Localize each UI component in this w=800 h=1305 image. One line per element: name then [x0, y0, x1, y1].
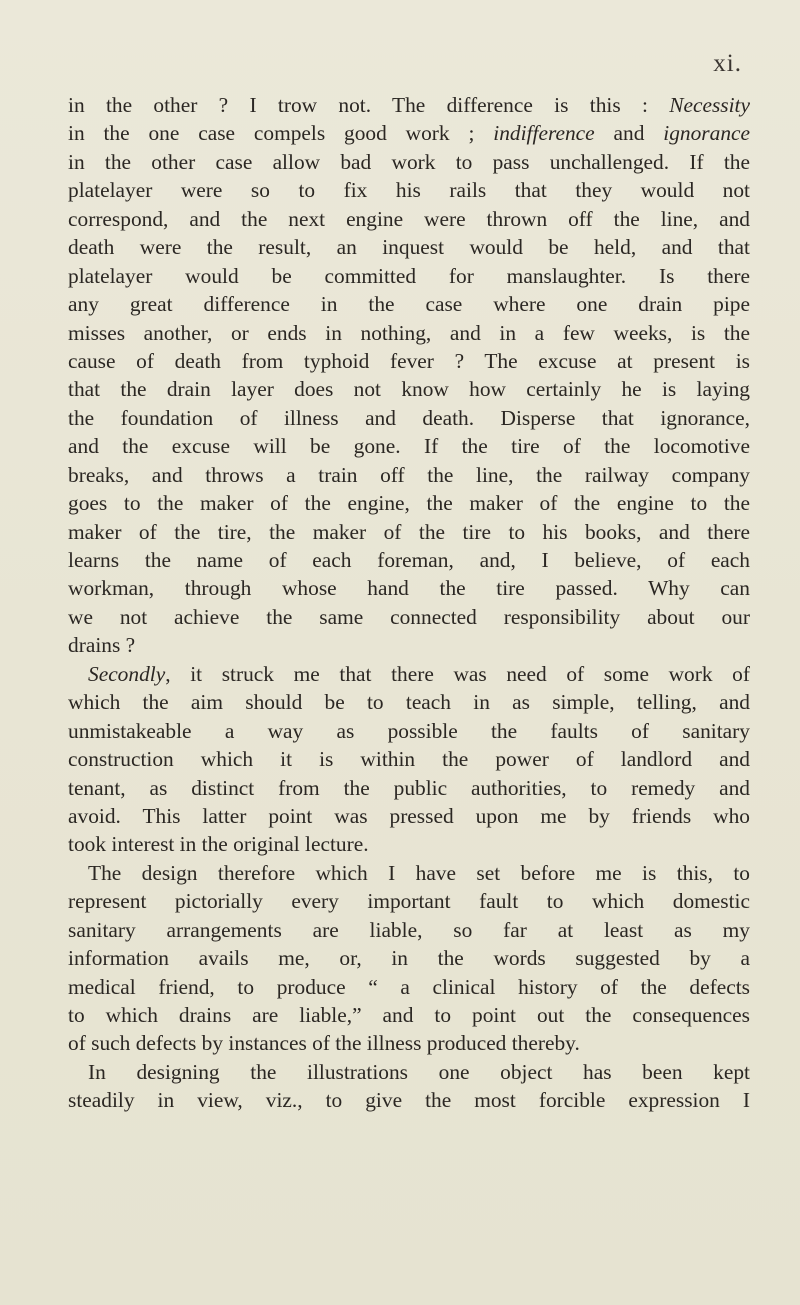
text-segment: we not achieve the same connected responsibility about our — [68, 604, 750, 629]
text-line — [68, 916, 750, 944]
text-segment: represent pictorially every important fault to which domestic — [68, 889, 750, 914]
text-line — [68, 830, 750, 858]
text-segment: and — [594, 121, 664, 146]
text-segment: to which drains are liable,” and to point out the consequences — [68, 1003, 750, 1027]
page-number: xi. — [713, 50, 742, 77]
text-segment: unmistakeable a way as possible the faults of sanitary — [68, 718, 750, 743]
text-line — [68, 717, 750, 745]
text-line — [68, 631, 750, 659]
text-segment: in the other ? I trow not. The difference is this : — [68, 93, 670, 117]
text-segment: maker of the tire, the maker of the tire to his books, and there — [68, 519, 750, 544]
text-segment: breaks, and throws a train off the line, the railway company — [68, 462, 750, 487]
text-segment: learns the name of each foreman, and, I believe, of each — [68, 548, 750, 572]
text-line — [68, 148, 750, 176]
text-line — [68, 262, 750, 290]
text-line — [68, 375, 750, 403]
text-segment: that the drain layer does not know how certainly he is laying — [68, 377, 750, 402]
text-segment: medical friend, to produce “ a clinical history of the defects — [68, 974, 750, 999]
text-line — [68, 518, 750, 546]
text-segment: death were the result, an inquest would be held, and that — [68, 235, 750, 260]
text-segment: The design therefore which I have set before me is this, to — [88, 860, 750, 885]
text-line — [68, 176, 750, 204]
text-line — [68, 461, 750, 489]
text-line — [68, 290, 750, 318]
text-segment: sanitary arrangements are liable, so far at least as my — [68, 917, 750, 942]
text-line — [68, 603, 750, 631]
text-line — [68, 319, 750, 347]
text-line — [68, 91, 750, 119]
text-segment: in the one case compels good work ; — [68, 121, 494, 146]
text-segment: avoid. This latter point was pressed upon me by friends who — [68, 803, 750, 828]
text-line — [68, 688, 750, 716]
text-segment: which the aim should be to teach in as simple, telling, and — [68, 690, 750, 715]
paragraph — [68, 660, 750, 859]
text-segment: steadily in view, viz., to give the most forcible expression I — [68, 1088, 750, 1113]
text-line — [68, 745, 750, 773]
italic-text: ignorance — [663, 121, 750, 146]
text-line — [68, 574, 750, 602]
text-line — [68, 1001, 750, 1029]
text-line — [68, 233, 750, 261]
text-segment: in the other case allow bad work to pass unchallenged. If the — [68, 149, 750, 174]
text-segment: tenant, as distinct from the public authorities, to remedy and — [68, 775, 750, 800]
italic-text: Necessity — [669, 93, 750, 117]
text-line — [68, 973, 750, 1001]
text-segment: the foundation of illness and death. Disperse that ignorance, — [68, 405, 750, 430]
text-line — [68, 944, 750, 972]
body-text — [68, 91, 750, 1115]
text-line — [68, 432, 750, 460]
text-segment: goes to the maker of the engine, the maker of the engine to the — [68, 491, 750, 516]
italic-text: indifference — [493, 121, 595, 146]
text-line — [68, 1058, 750, 1086]
paragraph — [68, 1058, 750, 1115]
paragraph — [68, 91, 750, 660]
text-segment: In designing the illustrations one object has been kept — [88, 1059, 750, 1084]
text-line — [68, 546, 750, 574]
italic-text: Secondly — [88, 661, 166, 686]
text-line — [68, 489, 750, 517]
text-line — [68, 802, 750, 830]
text-segment: workman, through whose hand the tire passed. Why can — [68, 576, 750, 601]
text-segment: of such defects by instances of the illness produced thereby. — [68, 1031, 580, 1056]
text-segment: platelayer would be committed for manslaughter. Is there — [68, 263, 750, 288]
text-segment: , it struck me that there was need of some work of — [165, 661, 750, 686]
text-segment: drains ? — [68, 633, 136, 658]
text-line — [68, 119, 750, 147]
text-line — [68, 205, 750, 233]
text-segment: any great difference in the case where one drain pipe — [68, 292, 750, 317]
text-line — [68, 1086, 750, 1114]
text-segment: construction which it is within the power of landlord and — [68, 747, 750, 772]
text-segment: misses another, or ends in nothing, and in a few weeks, is the — [68, 320, 750, 345]
text-line — [68, 404, 750, 432]
text-line — [68, 887, 750, 915]
text-line — [68, 774, 750, 802]
text-segment: platelayer were so to fix his rails that they would not — [68, 178, 750, 203]
text-segment: information avails me, or, in the words suggested by a — [68, 946, 750, 971]
text-line — [68, 859, 750, 887]
text-segment: and the excuse will be gone. If the tire of the locomotive — [68, 434, 750, 459]
text-segment: took interest in the original lecture. — [68, 832, 369, 857]
text-line — [68, 660, 750, 688]
paragraph — [68, 859, 750, 1058]
text-segment: cause of death from typhoid fever ? The excuse at present is — [68, 348, 750, 373]
text-line — [68, 347, 750, 375]
text-line — [68, 1029, 750, 1057]
text-segment: correspond, and the next engine were thrown off the line, and — [68, 206, 750, 231]
